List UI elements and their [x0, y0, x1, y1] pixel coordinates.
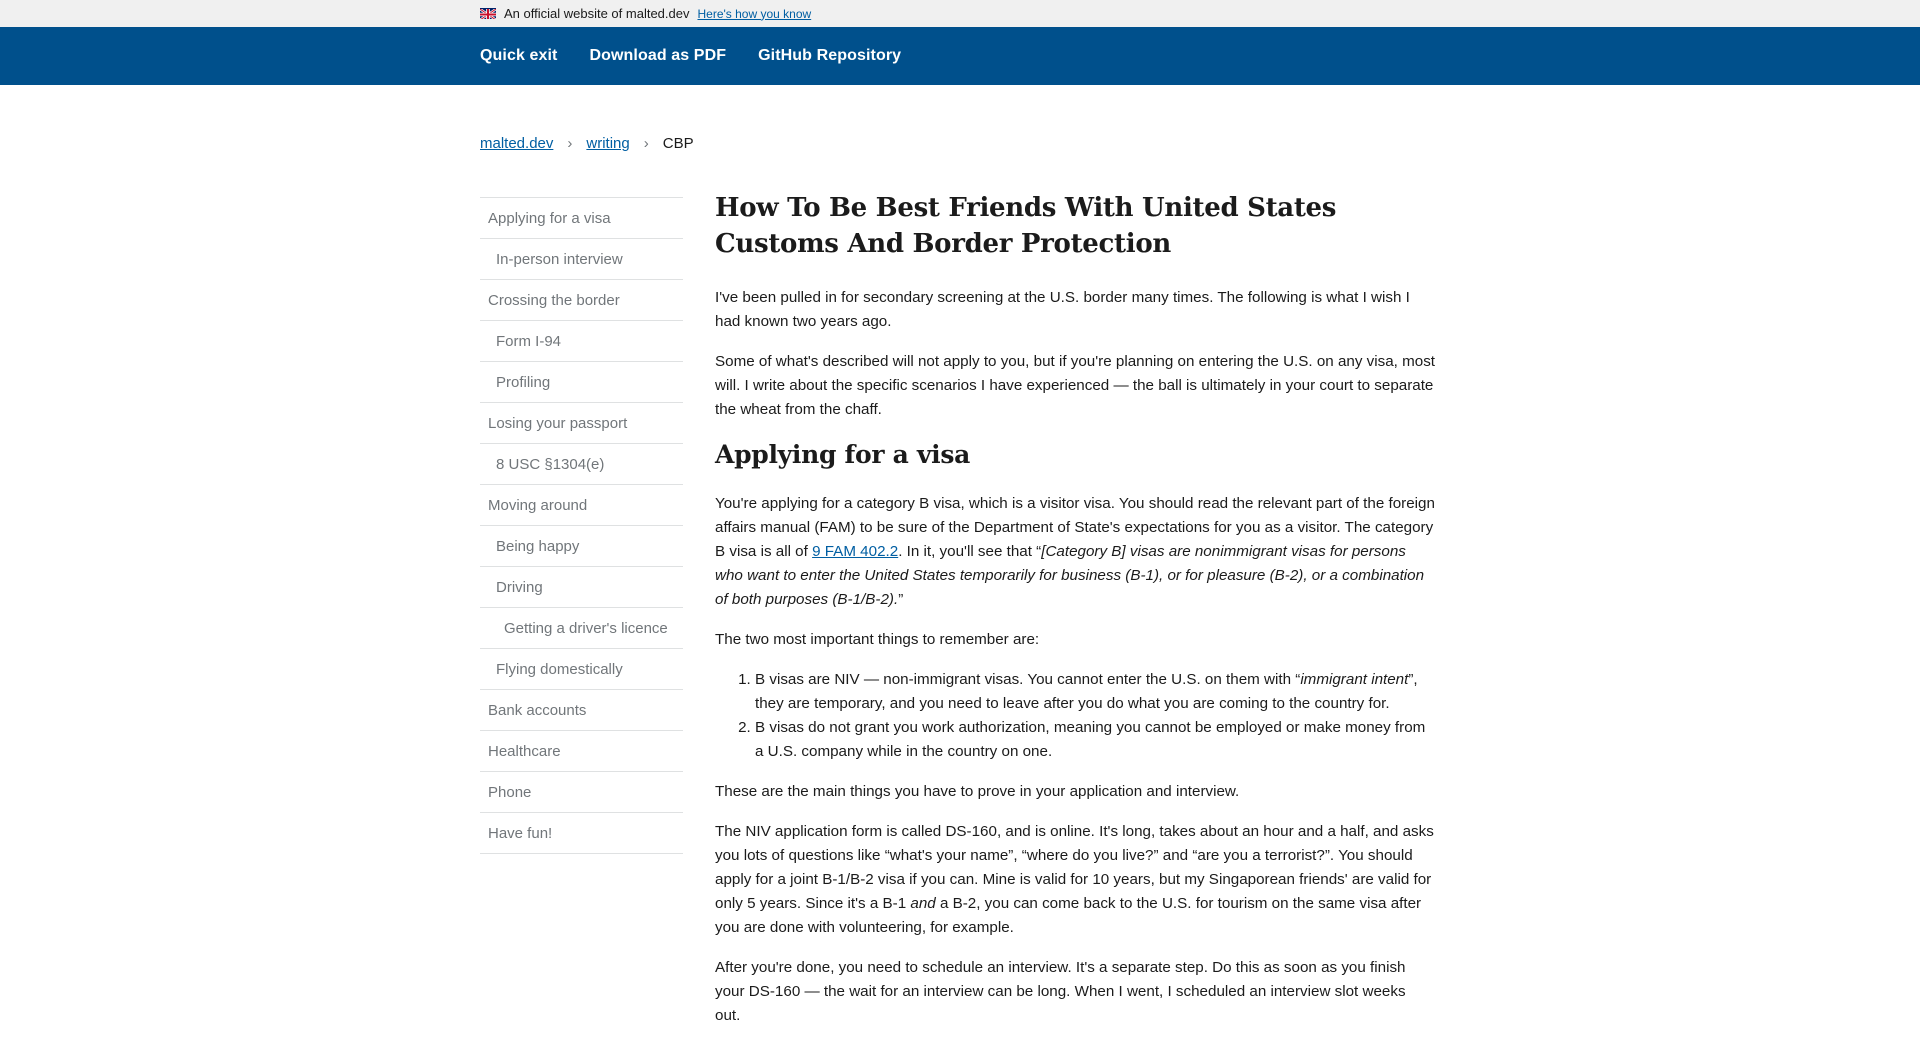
- sidebar-item-have-fun[interactable]: Have fun!: [480, 813, 683, 854]
- ds160-emphasis: and: [910, 895, 936, 912]
- main-things-paragraph: These are the main things you have to prove in your application and interview.: [715, 783, 1240, 800]
- list-item-text: B visas are NIV — non-immigrant visas. You cannot enter the U.S. on them with “: [755, 671, 1301, 688]
- sidebar-item-phone[interactable]: Phone: [480, 772, 683, 813]
- page-title: How To Be Best Friends With United States Customs And Border Protection: [715, 193, 1337, 259]
- chevron-right-icon: ›: [567, 135, 573, 152]
- github-repository-link[interactable]: GitHub Repository: [758, 47, 902, 64]
- sidebar-item-driving[interactable]: Driving: [480, 567, 683, 608]
- download-pdf-link[interactable]: Download as PDF: [589, 47, 727, 64]
- fam-quote: [Category B] visas are nonimmigrant visas for persons who want to enter the United States temporarily for business (B-1), or for pleasure (B-2), or a combination of both purposes (B-1/B-2).: [715, 543, 1425, 608]
- chevron-right-icon: ›: [643, 135, 649, 152]
- list-item-emphasis: immigrant intent: [1300, 671, 1409, 688]
- sidebar-item-getting-a-drivers-licence[interactable]: Getting a driver's licence: [480, 608, 683, 649]
- sidebar-item-form-i-94[interactable]: Form I-94: [480, 321, 683, 362]
- article: [715, 190, 1435, 1044]
- important-things-paragraph: The two most important things to remember are:: [715, 631, 1040, 648]
- ds160-paragraph: [715, 820, 1435, 940]
- uk-flag-icon: [480, 8, 496, 19]
- top-nav: [0, 27, 1920, 85]
- banner-text: An official website of malted.dev: [504, 6, 690, 21]
- breadcrumb-writing-link[interactable]: writing: [586, 135, 630, 152]
- sidebar-item-flying-domestically[interactable]: Flying domestically: [480, 649, 683, 690]
- ds160-text: a B-2, you can come back to the U.S. for tourism on the same visa after you are done with volunteering, for example.: [715, 895, 1422, 936]
- sidebar-item-8-usc-1304e[interactable]: 8 USC §1304(e): [480, 444, 683, 485]
- intro-paragraph: I've been pulled in for secondary screening at the U.S. border many times. The following is what I wish I had known two years ago.: [715, 289, 1410, 330]
- interview-paragraph: After you're done, you need to schedule an interview. It's a separate step. Do this as soon as you finish your DS-160 — the wait for an interview can be long. When I went, I scheduled an interview slot weeks out.: [715, 959, 1406, 1024]
- quick-exit-link[interactable]: Quick exit: [480, 47, 558, 64]
- visa-category-paragraph: [715, 492, 1435, 612]
- sidebar-item-profiling[interactable]: Profiling: [480, 362, 683, 403]
- list-item: [755, 668, 1435, 716]
- sidebar-item-crossing-the-border[interactable]: Crossing the border: [480, 280, 683, 321]
- disclaimer-paragraph: Some of what's described will not apply to you, but if you're planning on entering the U.S. on any visa, most will. I write about the specific scenarios I have experienced — the ball is ultimately in your court to separate the wheat from the chaff.: [715, 353, 1436, 418]
- visa-text: ”: [898, 591, 904, 608]
- sidebar-item-moving-around[interactable]: Moving around: [480, 485, 683, 526]
- sidebar-item-in-person-interview[interactable]: In-person interview: [480, 239, 683, 280]
- list-item: 2. B visas do not grant you work authorization, meaning you cannot be employed or make money from a U.S. company while in the country on one.: [755, 716, 1435, 764]
- visa-text: . In it, you'll see that “: [898, 543, 1042, 560]
- ds160-text: The NIV application form is called DS-160, and is online. It's long, takes about an hour and a half, and asks you lots of questions like “what's your name”, “where do you live?” and “are you a terrorist?”. You should apply for a joint B-1/B-2 visa if you can. Mine is valid for 10 years, but my Singaporean friends' are valid for only 5 years. Since it's a B-1: [715, 823, 1434, 912]
- heres-how-you-know-link[interactable]: Here's how you know: [697, 6, 812, 21]
- sidebar-item-losing-your-passport[interactable]: Losing your passport: [480, 403, 683, 444]
- visa-text: You're applying for a category B visa, which is a visitor visa. You should read the relevant part of the foreign affairs manual (FAM) to be sure of the Department of State's expectations for you as a visitor. The category B visa is all of: [715, 495, 1435, 560]
- sidebar-item-bank-accounts[interactable]: Bank accounts: [480, 690, 683, 731]
- sidebar-item-applying-for-a-visa[interactable]: Applying for a visa: [480, 198, 683, 239]
- list-item-text: ”, they are temporary, and you need to leave after you do what you are coming to the country for.: [755, 671, 1418, 712]
- official-banner: [0, 0, 1920, 27]
- fam-402-2-link[interactable]: 9 FAM 402.2: [812, 543, 899, 560]
- breadcrumb: [480, 135, 694, 152]
- sidebar-item-healthcare[interactable]: Healthcare: [480, 731, 683, 772]
- sidebar-toc: [480, 197, 683, 854]
- breadcrumb-home-link[interactable]: malted.dev: [480, 135, 554, 152]
- section-heading-applying-for-a-visa: Applying for a visa: [715, 440, 971, 469]
- sidebar-item-being-happy[interactable]: Being happy: [480, 526, 683, 567]
- important-things-list: [755, 668, 1435, 764]
- breadcrumb-current: CBP: [662, 135, 694, 152]
